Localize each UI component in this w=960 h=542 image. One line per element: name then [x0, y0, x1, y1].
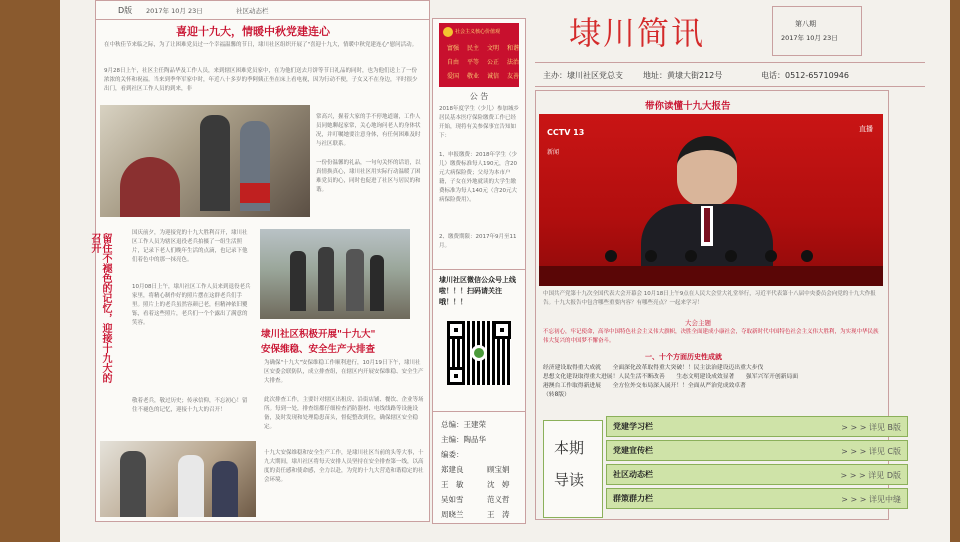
value-word: 爱国 [447, 73, 460, 80]
achievement-line: 港澳台工作取得新进展 全方位外交布局深入展开！！全面从严治党成效卓著 [543, 383, 746, 389]
elderly-visit-photo [100, 105, 310, 217]
core-values-box [439, 23, 519, 87]
article-paragraph: 国庆前夕，为迎接党的十九大胜利召开，埭川社区工作人员为辖区退役老兵拍摄了一组生活照片，记录下老人们晚年生活的点滴，也记录下他们着色中的那一抹亮色。 [132, 230, 248, 263]
speaker-head [677, 136, 737, 206]
achievements-title: 一、十个方面历史性成就 [645, 353, 722, 361]
edition-date: 2017年 10月 23日 [146, 7, 203, 15]
guide-row-link[interactable]: > > > 详见 C版 [841, 447, 901, 456]
guide-row[interactable] [606, 440, 908, 461]
community-news-page [89, 0, 430, 522]
values-grid [447, 43, 519, 85]
tv-logo [547, 120, 584, 158]
committee-label: 编委： [441, 450, 464, 459]
editor: 主编：陶品华 [441, 435, 486, 444]
masthead-title: 埭川简讯 [569, 14, 706, 52]
value-word: 平等 [466, 59, 479, 66]
guide-row-title: 群策群力栏 [613, 494, 653, 503]
guide-row[interactable] [606, 464, 908, 485]
guide-row-title: 社区动态栏 [613, 470, 653, 479]
tv-channel-label: CCTV 13 [547, 128, 585, 137]
article-paragraph: 10月08日上午，埭川社区工作人员来到退役老兵家里，将精心制作好的照片摆在这群老兵们手里。照片上的老兵虽然容颜已老，但精神依旧矍铄，看着这些照片，老兵们一个个露出了满意的笑容。 [132, 284, 251, 326]
member-row [441, 509, 523, 520]
value-word: 公正 [486, 59, 499, 66]
guide-row-title: 党建学习栏 [613, 422, 653, 431]
value-word: 诚信 [486, 73, 499, 80]
safety-inspection-photo [260, 229, 410, 319]
divider [433, 411, 525, 412]
member-name: 周晓兰 [441, 510, 464, 519]
guide-row-link[interactable]: > > > 详见 D版 [840, 471, 901, 480]
values-heading: 社会主义核心价值观 [455, 29, 501, 35]
value-word: 自由 [447, 59, 460, 66]
values-row [447, 71, 519, 80]
value-word: 富强 [447, 45, 460, 52]
issue-number: 第八期 [795, 20, 816, 28]
tv-channel-sub: 新闻 [547, 149, 560, 156]
guide-row-title: 党建宣传栏 [613, 446, 653, 455]
member-name: 沈 婷 [487, 480, 510, 489]
article-paragraph: 十九大安保维稳和安全生产工作，是埭川社区当前的头等大事，十九大期间，埭川社区将每天安排人员坚持在安全排查第一线，以高度的责任感和使命感，全力以赴，为党的十九大营造和谐稳定的社会环境。 [264, 450, 424, 483]
sponsor-address: 地址：黄埭大街212号 [643, 71, 723, 80]
party-emblem-icon [443, 27, 453, 37]
member-name: 王 敏 [441, 480, 464, 489]
congress-speech-photo [539, 114, 883, 286]
guide-row-link[interactable]: > > > 详见中缝 [841, 495, 901, 504]
sponsor-phone: 电话：0512-65710946 [761, 71, 849, 80]
article-paragraph: 在中秋佳节来临之际，为了让困难党员过一个幸福温馨的节日，埭川社区组织开展了"喜迎十九大，情暖中秋党建连心"慰问活动。 [104, 42, 418, 48]
values-row [447, 57, 519, 66]
value-word: 法治 [506, 59, 519, 66]
notice-body: 2018年度学生（少儿）参加城乡居民基本医疗保险缴费工作已经开始，现将有关参保事宜告知如下： [439, 106, 519, 139]
soldiers-photo [100, 441, 256, 517]
guide-label: 导读 [554, 471, 585, 489]
guide-label-box [543, 420, 603, 518]
divider [535, 86, 925, 87]
divider [535, 62, 925, 63]
member-row [441, 494, 523, 505]
article-title: 喜迎十九大，情暖中秋党建连心 [176, 25, 330, 38]
notice-column [432, 18, 526, 524]
member-name: 郑建良 [441, 465, 464, 474]
vertical-caption: 留住不褪色的记忆，迎接十九大的召开 [89, 233, 111, 383]
article-paragraph: 为确保"十九大"安保维稳工作顺利进行，10月19日下午，埭川社区安委会联防队，成立排查组，在辖区内开展安保维稳、安全生产大排查。 [264, 360, 424, 384]
value-word: 民主 [466, 45, 479, 52]
sponsor-host: 主办：埭川社区党总支 [543, 71, 623, 80]
chief-editor: 总编：王建荣 [441, 420, 486, 429]
report-title: 带你读懂十九大报告 [645, 101, 731, 112]
report-caption: 中国共产党第十九次全国代表大会开幕会 10月18日上午9点在人民大会堂大礼堂举行，习近平代表第十八届中央委员会向党的十九大作报告。十九大报告中包含哪些重要内容？有哪些亮点？一起来学习！ [543, 291, 876, 306]
values-row [447, 43, 519, 52]
article-paragraph: 常高兴，握着大家的手不停地道谢，工作人员同她聊起家常，关心地询问老人的身体状况，并叮嘱她要注意身体，有任何困难及时与社区联系。 [316, 114, 421, 147]
page-header [96, 1, 429, 20]
member-row [441, 464, 523, 475]
article-paragraph: 一份份温馨的礼品，一句句关怀的话语，以真情换真心，埭川社区用实际行动温暖了困难党员的心，同时也促进了社区与居民的和谐。 [316, 160, 421, 193]
member-name: 王 涛 [487, 510, 510, 519]
guide-row-link[interactable]: > > > 详见 B版 [841, 423, 901, 432]
microphones [605, 250, 815, 266]
member-name: 吴如雪 [441, 495, 464, 504]
article-title: 埭川社区积极开展"十九大" [261, 329, 376, 340]
member-name: 顾宝娟 [487, 465, 510, 474]
achievement-line: 思想文化建设取得重大进展！人民生活不断改善 生态文明建设成效显著 强军兴军开创新局面 [543, 374, 799, 380]
guide-row[interactable] [606, 416, 908, 437]
value-word: 文明 [486, 45, 499, 52]
member-name: 范义哲 [487, 495, 510, 504]
notice-title: 公 告 [469, 92, 489, 101]
notice-item: 2、缴费期限：2017年9月至11月。 [439, 234, 517, 249]
value-word: 和谐 [506, 45, 519, 52]
wechat-notice: 埭川社区微信公众号上线啦！！！扫码请关注哦！！！ [439, 276, 516, 306]
issue-box [772, 6, 862, 56]
member-row [441, 479, 523, 490]
article-subtitle: 安保维稳、安全生产大排查 [261, 344, 376, 355]
achievements-list [543, 364, 883, 400]
achievement-line: 经济建设取得重大成就 全面深化改革取得重大突破！！民主法治建设迈出重大步伐 [543, 365, 764, 371]
article-paragraph: 此次排查工作，主要针对辖区出租房、沿街店铺、餐饮、企业等场所。每到一处，排查组都仔细检查消防器材、电线线路等设施设备，及时发现和处理隐患苗头，督促整改到位，确保辖区安全稳定。 [264, 397, 424, 430]
guide-row[interactable] [606, 488, 908, 509]
value-word: 友善 [506, 73, 519, 80]
theme-title: 大会主题 [685, 319, 711, 327]
edition-label: D版 [118, 6, 133, 15]
theme-text: 不忘初心，牢记使命，高举中国特色社会主义伟大旗帜，决胜全面建成小康社会，夺取新时代中国特色社会主义伟大胜利，为实现中华民族伟大复兴的中国梦不懈奋斗。 [543, 329, 879, 344]
divider [433, 269, 525, 270]
achievement-line: （转8版） [543, 392, 570, 398]
issue-date: 2017年 10月 23日 [781, 34, 838, 42]
live-badge: 直播 [859, 125, 873, 133]
guide-label: 本期 [554, 439, 585, 457]
committee-members [441, 464, 523, 524]
section-name: 社区动态栏 [236, 7, 269, 15]
article-paragraph: 敬着老兵，敬过历史；传承信仰，不忘初心！留住不褪色的记忆，迎接十九大的召开！ [132, 398, 248, 413]
qr-code[interactable] [447, 321, 511, 385]
article-paragraph: 9月28日上午，社区主任陶品华及工作人员，来到辖区困难党员家中，在为他们送去月饼等节日礼品的同时，也为他们送上了一份浓浓的关怀和祝福。当来到季华军家中时，年近八十多岁的季阿姨正坐在床上看电视，因为行动不便，子女又不在身边，平时很少出门，看到社区工作人员的到来，非 [104, 68, 418, 92]
notice-item: 1、申报缴费：2018年学生（少儿）缴费标准每人190元，含20元大病保险费；父母为本市户籍，子女在外地就读的大学生缴费标准为每人140元（含20元大病保险费用）。 [439, 152, 517, 203]
value-word: 敬业 [466, 73, 479, 80]
